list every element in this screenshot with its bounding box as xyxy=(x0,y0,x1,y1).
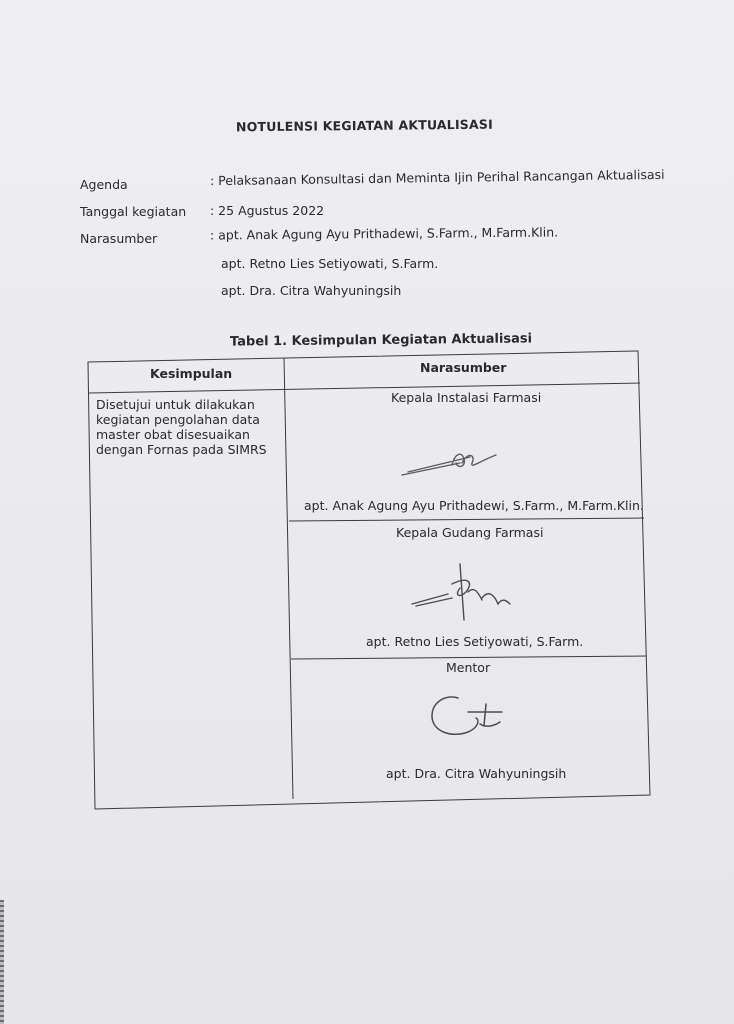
agenda-label: Agenda xyxy=(80,177,128,192)
date-label: Tanggal kegiatan xyxy=(80,204,187,219)
header-narasumber: Narasumber xyxy=(420,360,507,375)
speaker-2: apt. Retno Lies Setiyowati, S.Farm. xyxy=(221,256,439,271)
agenda-value: : Pelaksanaan Konsultasi dan Meminta Ijin Perihal Rancangan Aktualisasi xyxy=(209,166,665,189)
signatory-3-role: Mentor xyxy=(446,660,491,675)
header-kesimpulan: Kesimpulan xyxy=(150,366,233,381)
signature-1-icon xyxy=(400,445,500,480)
table-caption: Tabel 1. Kesimpulan Kegiatan Aktualisasi xyxy=(229,331,533,350)
conclusion-text: Disetujui untuk dilakukan kegiatan pengolahan data master obat disesuaikan dengan Fornas pada SIMRS xyxy=(96,397,267,457)
signatory-2-role: Kepala Gudang Farmasi xyxy=(396,525,544,540)
document-title: NOTULENSI KEGIATAN AKTUALISASI xyxy=(235,116,493,135)
speaker-label: Narasumber xyxy=(80,231,158,246)
signatory-3-name: apt. Dra. Citra Wahyuningsih xyxy=(386,766,567,781)
speaker-1: : apt. Anak Agung Ayu Prithadewi, S.Farm., M.Farm.Klin. xyxy=(209,224,559,243)
speaker-3: apt. Dra. Citra Wahyuningsih xyxy=(221,283,402,298)
signature-3-icon xyxy=(428,690,508,740)
signature-2-icon xyxy=(408,562,513,622)
signatory-1-name: apt. Anak Agung Ayu Prithadewi, S.Farm., M.Farm.Klin. xyxy=(304,498,644,513)
date-value: : 25 Agustus 2022 xyxy=(210,203,325,218)
signatory-2-name: apt. Retno Lies Setiyowati, S.Farm. xyxy=(366,634,584,649)
signatory-1-role: Kepala Instalasi Farmasi xyxy=(391,390,542,405)
